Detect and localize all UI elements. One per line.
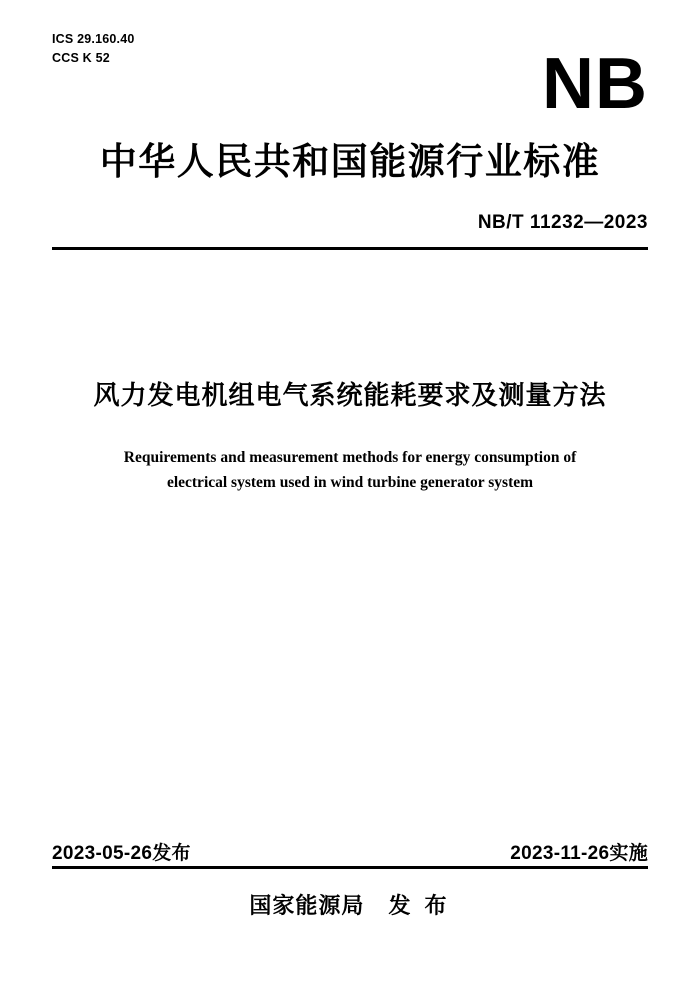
header-divider [52, 247, 648, 250]
ccs-code: CCS K 52 [52, 51, 110, 65]
document-title-en-line2: electrical system used in wind turbine generator system [166, 474, 534, 491]
issue-date: 2023-05-26发布 [52, 843, 191, 864]
document-title-cn: 风力发电机组电气系统能耗要求及测量方法 [93, 380, 607, 410]
publisher-verb: 发 布 [388, 893, 451, 918]
classification-block [52, 30, 135, 68]
publisher-name: 国家能源局 [249, 893, 365, 918]
footer-divider [52, 866, 648, 869]
document-title-en [90, 445, 610, 495]
effective-date: 2023-11-26实施 [510, 843, 648, 864]
publisher-block [0, 889, 700, 920]
series-title: 中华人民共和国能源行业标准 [99, 141, 601, 182]
ics-code: ICS 29.160.40 [52, 32, 135, 46]
document-title-en-line1: Requirements and measurement methods for energy consumption of [123, 449, 577, 466]
standard-number: NB/T 11232—2023 [477, 212, 648, 233]
nb-logo: NB [542, 44, 648, 124]
